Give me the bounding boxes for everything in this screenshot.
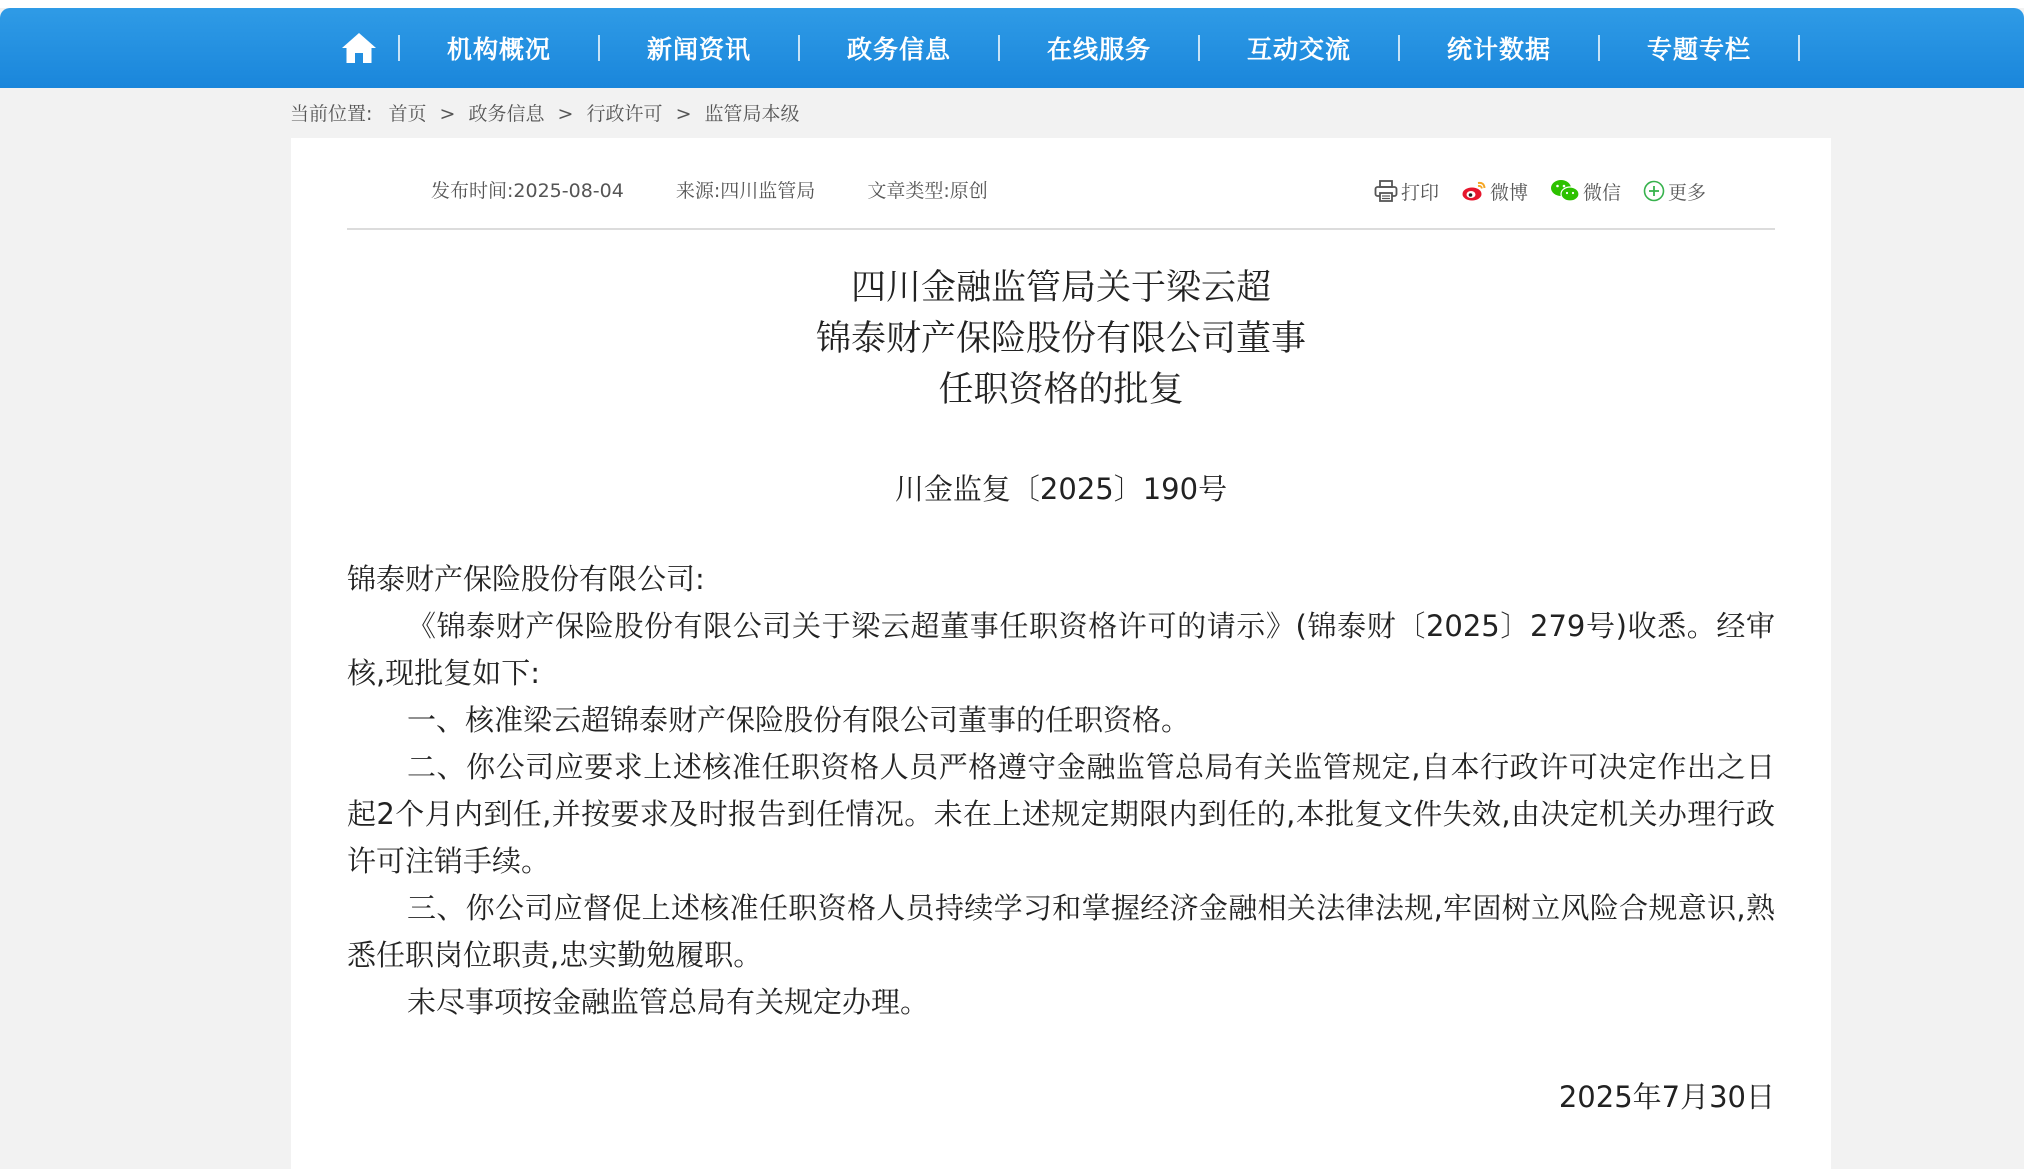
wechat-share-button[interactable] — [1550, 178, 1621, 205]
article-title-line: 任职资格的批复 — [938, 370, 1184, 410]
more-label: 更多 — [1667, 181, 1706, 204]
main-navigation — [0, 8, 2024, 88]
home-icon — [340, 31, 378, 65]
wechat-icon — [1550, 179, 1580, 203]
nav-menu — [320, 8, 1800, 88]
nav-item-online-service[interactable]: 在线服务 — [1046, 35, 1151, 64]
document-date: 2025年7月30日 — [1558, 1080, 1775, 1114]
top-strip — [0, 0, 2024, 8]
breadcrumb-separator: > — [675, 103, 692, 125]
body-paragraph: 三、你公司应督促上述核准任职资格人员持续学习和掌握经济金融相关法律法规,牢固树立风险合规意识,熟悉任职岗位职责,忠实勤勉履职。 — [347, 891, 1775, 972]
breadcrumb-administrative-license-link[interactable]: 行政许可 — [586, 103, 663, 125]
wechat-label: 微信 — [1582, 181, 1621, 204]
plus-circle-icon — [1643, 180, 1665, 202]
article-meta — [431, 174, 1034, 208]
weibo-share-button[interactable] — [1461, 178, 1528, 205]
nav-item-special-topics[interactable]: 专题专栏 — [1646, 35, 1751, 64]
printer-icon — [1374, 180, 1398, 202]
body-paragraph: 《锦泰财产保险股份有限公司关于梁云超董事任职资格许可的请示》(锦泰财〔2025〕279号)收悉。经审核,现批复如下: — [347, 609, 1775, 690]
nav-item-institution-overview[interactable]: 机构概况 — [446, 35, 551, 64]
nav-item-news[interactable]: 新闻资讯 — [646, 35, 751, 64]
article-title-line: 四川金融监管局关于梁云超 — [850, 268, 1271, 308]
share-toolbar — [1352, 174, 1706, 208]
weibo-icon — [1461, 180, 1487, 202]
article-title-line: 锦泰财产保险股份有限公司董事 — [815, 319, 1306, 359]
addressee: 锦泰财产保险股份有限公司: — [347, 562, 705, 596]
meta-divider — [347, 228, 1775, 230]
article-source: 来源:四川监管局 — [675, 180, 816, 202]
article-body — [347, 556, 1775, 1026]
document-number: 川金监复〔2025〕190号 — [894, 472, 1228, 506]
body-paragraph: 一、核准梁云超锦泰财产保险股份有限公司董事的任职资格。 — [407, 703, 1191, 737]
breadcrumb-government-info-link[interactable]: 政务信息 — [468, 103, 545, 125]
more-share-button[interactable] — [1643, 178, 1706, 205]
publish-time: 发布时间:2025-08-04 — [431, 180, 624, 202]
print-label: 打印 — [1400, 181, 1439, 204]
nav-item-government-info[interactable]: 政务信息 — [846, 35, 951, 64]
breadcrumb-separator: > — [557, 103, 574, 125]
breadcrumb-home-link[interactable]: 首页 — [388, 103, 427, 125]
article-card — [291, 138, 1831, 1169]
breadcrumb-bureau-link[interactable]: 监管局本级 — [704, 103, 800, 125]
body-paragraph: 二、你公司应要求上述核准任职资格人员严格遵守金融监管总局有关监管规定,自本行政许可决定作出之日起2个月内到任,并按要求及时报告到任情况。未在上述规定期限内到任的,本批复文件失效,由决定机关办理行政许可注销手续。 — [347, 750, 1775, 878]
article-type: 文章类型:原创 — [867, 180, 988, 202]
breadcrumb — [290, 96, 800, 132]
print-button[interactable] — [1374, 178, 1439, 205]
article-title — [291, 263, 1831, 416]
breadcrumb-separator: > — [439, 103, 456, 125]
breadcrumb-label: 当前位置: — [290, 103, 373, 125]
body-paragraph: 未尽事项按金融监管总局有关规定办理。 — [407, 985, 930, 1019]
nav-separator — [1798, 35, 1800, 61]
weibo-label: 微博 — [1489, 181, 1528, 204]
nav-home-button[interactable] — [320, 8, 398, 88]
nav-item-statistics[interactable]: 统计数据 — [1446, 35, 1551, 64]
nav-item-interaction[interactable]: 互动交流 — [1246, 35, 1351, 64]
